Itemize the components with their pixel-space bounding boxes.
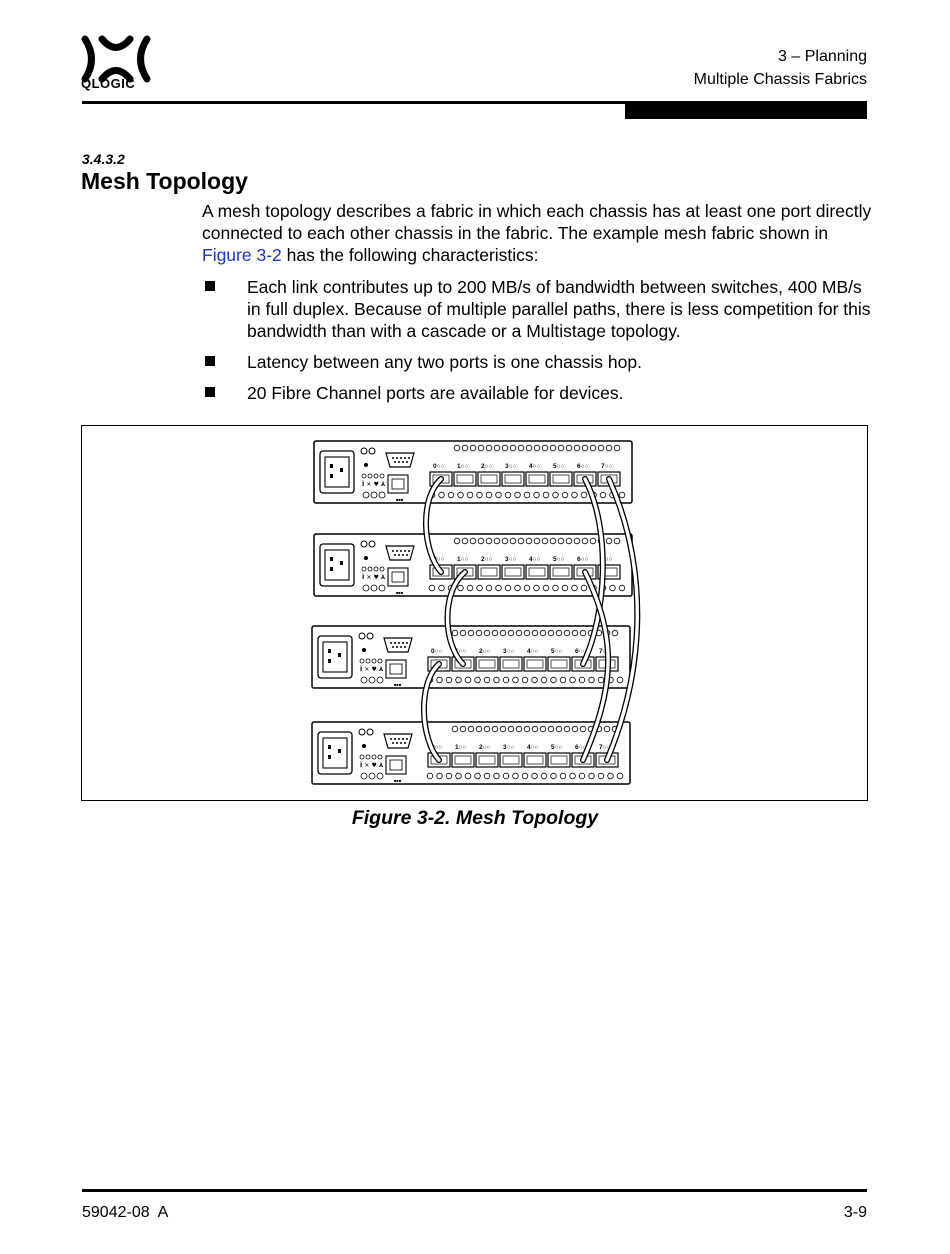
list-item: [202, 382, 872, 404]
switch-chassis: [312, 722, 630, 784]
port-label: 3○○: [505, 556, 517, 563]
serial-port-icon: [384, 638, 412, 652]
power-pin: [328, 755, 331, 759]
serial-port-icon: [386, 453, 414, 467]
serial-pin: [404, 646, 406, 648]
serial-pin: [406, 642, 408, 644]
power-pin: [330, 464, 333, 468]
serial-pin: [392, 742, 394, 744]
serial-pin: [398, 461, 400, 463]
intro-paragraph: [202, 200, 872, 266]
switch-chassis: [312, 626, 630, 688]
serial-pin: [400, 742, 402, 744]
serial-pin: [390, 642, 392, 644]
figure-link[interactable]: Figure 3-2: [202, 245, 282, 265]
model-label: ■■■: [396, 590, 404, 595]
serial-pin: [402, 738, 404, 740]
serial-pin: [406, 554, 408, 556]
serial-pin: [400, 550, 402, 552]
power-pin: [328, 659, 331, 663]
serial-pin: [404, 550, 406, 552]
port-label: 3○○: [503, 744, 515, 751]
reset-button-icon: [364, 463, 368, 467]
serial-pin: [406, 461, 408, 463]
serial-pin: [392, 550, 394, 552]
port-label: 5○○: [551, 648, 563, 655]
model-label: ■■■: [396, 497, 404, 502]
serial-pin: [408, 550, 410, 552]
port-label: 7○○: [599, 744, 611, 751]
port-label: 1○○: [457, 556, 469, 563]
serial-pin: [404, 742, 406, 744]
intro-text-end: has the following characteristics:: [281, 245, 539, 265]
square-bullet-icon: [205, 281, 215, 291]
ethernet-port-icon: [386, 660, 406, 678]
model-label: ■■■: [394, 778, 402, 783]
serial-pin: [396, 550, 398, 552]
section-heading: Mesh Topology: [81, 168, 248, 194]
header-block: [625, 104, 867, 119]
serial-pin: [404, 457, 406, 459]
document-number: 59042-08 A: [82, 1204, 169, 1221]
section-title-header: Multiple Chassis Fabrics: [693, 71, 867, 88]
port-label: 7○○: [601, 556, 613, 563]
serial-pin: [390, 738, 392, 740]
list-item-text: Latency between any two ports is one chassis hop.: [247, 352, 642, 372]
switch-chassis: [314, 534, 632, 596]
port-label: 6○○: [577, 463, 589, 470]
port-label: 0○○: [433, 556, 445, 563]
reset-button-icon: [362, 648, 366, 652]
serial-pin: [394, 554, 396, 556]
power-pin: [328, 745, 331, 749]
port-label: 3○○: [503, 648, 515, 655]
status-label: Ì ✕ ♥ ⅄: [360, 762, 384, 769]
port-label: 3○○: [505, 463, 517, 470]
port-label: 2○○: [481, 556, 493, 563]
figure-box: [81, 425, 868, 801]
characteristics-list: [202, 276, 872, 413]
serial-pin: [396, 457, 398, 459]
serial-pin: [398, 554, 400, 556]
page-number: 3-9: [843, 1204, 867, 1221]
port-label: 7○○: [601, 463, 613, 470]
serial-pin: [398, 642, 400, 644]
power-pin: [328, 649, 331, 653]
square-bullet-icon: [205, 356, 215, 366]
section-number: 3.4.3.2: [82, 151, 125, 167]
power-pin: [330, 474, 333, 478]
model-label: ■■■: [394, 682, 402, 687]
port-label: 4○○: [527, 648, 539, 655]
reset-button-icon: [364, 556, 368, 560]
port-label: 6○○: [575, 744, 587, 751]
square-bullet-icon: [205, 387, 215, 397]
switch-chassis: [314, 441, 632, 503]
intro-text: A mesh topology describes a fabric in which each chassis has at least one port directly connected to each other chassis in the fabric. The example mesh fabric shown in: [202, 201, 872, 243]
list-item: [202, 276, 872, 342]
serial-pin: [400, 457, 402, 459]
port-label: 6○○: [575, 648, 587, 655]
ethernet-port-icon: [386, 756, 406, 774]
port-label: 5○○: [551, 744, 563, 751]
port-label: 5○○: [553, 556, 565, 563]
port-label: 6○○: [577, 556, 589, 563]
power-pin: [330, 557, 333, 561]
mesh-topology-diagram: [82, 426, 867, 800]
serial-port-icon: [384, 734, 412, 748]
serial-pin: [402, 642, 404, 644]
port-label: 4○○: [529, 463, 541, 470]
serial-pin: [408, 457, 410, 459]
port-label: 2○○: [479, 648, 491, 655]
serial-pin: [396, 742, 398, 744]
serial-pin: [394, 642, 396, 644]
port-label: 5○○: [553, 463, 565, 470]
power-pin: [338, 749, 341, 753]
logo-text: QLOGIC: [81, 76, 136, 91]
port-label: 0○○: [431, 744, 443, 751]
port-label: 2○○: [481, 463, 493, 470]
running-header: [694, 45, 867, 91]
port-label: 2○○: [479, 744, 491, 751]
port-label: 1○○: [457, 463, 469, 470]
power-pin: [330, 567, 333, 571]
power-pin: [340, 468, 343, 472]
list-item-text: 20 Fibre Channel ports are available for devices.: [247, 383, 624, 403]
status-label: Ì ✕ ♥ ⅄: [362, 574, 386, 581]
serial-pin: [396, 646, 398, 648]
serial-pin: [392, 457, 394, 459]
serial-pin: [402, 461, 404, 463]
reset-button-icon: [362, 744, 366, 748]
list-item: [202, 351, 872, 373]
power-pin: [340, 561, 343, 565]
serial-pin: [398, 738, 400, 740]
port-label: 1○○: [455, 744, 467, 751]
port-label: 0○○: [431, 648, 443, 655]
port-label: 7○○: [599, 648, 611, 655]
serial-port-icon: [386, 546, 414, 560]
port-label: 4○○: [527, 744, 539, 751]
serial-pin: [392, 646, 394, 648]
port-label: 4○○: [529, 556, 541, 563]
list-item-text: Each link contributes up to 200 MB/s of bandwidth between switches, 400 MB/s in full duplex. Because of multiple parallel paths, there is less competition for this bandwidth than with a cascade or a Multistage topology.: [247, 277, 871, 341]
serial-pin: [394, 461, 396, 463]
power-pin: [338, 653, 341, 657]
status-label: Ì ✕ ♥ ⅄: [362, 481, 386, 488]
footer-rule: [82, 1189, 867, 1192]
chapter-title: 3 – Planning: [778, 48, 867, 65]
serial-pin: [402, 554, 404, 556]
serial-pin: [394, 738, 396, 740]
serial-pin: [406, 738, 408, 740]
port-label: 0○○: [433, 463, 445, 470]
status-label: Ì ✕ ♥ ⅄: [360, 666, 384, 673]
port-label: 1○○: [455, 648, 467, 655]
serial-pin: [400, 646, 402, 648]
ethernet-port-icon: [388, 475, 408, 493]
ethernet-port-icon: [388, 568, 408, 586]
figure-caption: Figure 3-2. Mesh Topology: [351, 807, 599, 829]
